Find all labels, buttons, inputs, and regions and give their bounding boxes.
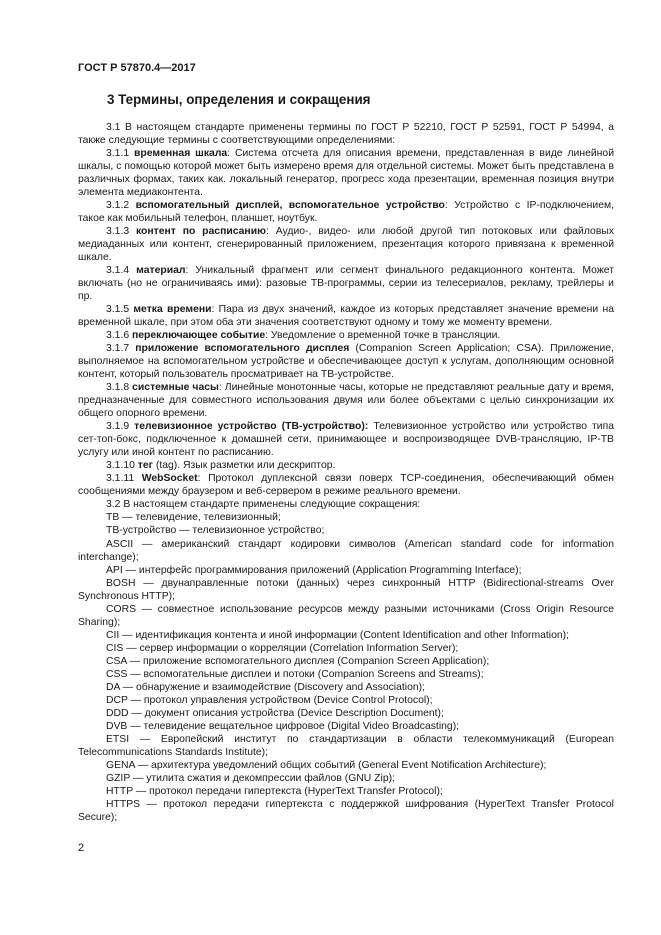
term-definition [78, 420, 614, 459]
body-paragraph [78, 511, 614, 524]
paragraph-text: BOSH — двунаправленные потоки (данных) через синхронный HTTP (Bidirectional-streams Over Synchronous HTTP); [78, 577, 614, 602]
paragraph-text: ETSI — Европейский институт по стандартизации в области телекоммуникаций (European Telecommunications Standards Institute); [78, 733, 614, 758]
body-paragraph [78, 720, 614, 733]
body-paragraph [78, 577, 614, 603]
document-body [78, 121, 614, 824]
paragraph-text: ТВ-устройство — телевизионное устройство; [106, 525, 325, 537]
paragraph-text: DA — обнаружение и взаимодействие (Discovery and Association); [106, 681, 425, 693]
paragraph-text: CSS — вспомогательные дисплеи и потоки (Companion Screens and Streams); [106, 668, 484, 680]
term-definition [78, 459, 614, 472]
paragraph-text: CSA — приложение вспомогательного дисплея (Companion Screen Application); [106, 655, 490, 667]
term: WebSocket [141, 473, 198, 485]
body-paragraph [78, 564, 614, 577]
body-paragraph [78, 524, 614, 537]
term: материал [136, 265, 186, 277]
clause-number: 3.1.11 [106, 473, 142, 485]
term-definition [78, 329, 614, 342]
term-definition [78, 342, 614, 381]
term: временная шкала [134, 148, 228, 160]
paragraph-text: DCP — протокол управления устройством (Device Control Protocol); [106, 694, 433, 706]
clause-number: 3.1.4 [106, 265, 137, 277]
body-paragraph [78, 694, 614, 707]
paragraph-text: HTTPS — протокол передачи гипертекста с поддержкой шифрования (HyperText Transfer Protocol Secure); [78, 798, 614, 823]
body-paragraph [78, 538, 614, 564]
term-definition [78, 147, 614, 199]
body-paragraph [78, 668, 614, 681]
paragraph-text: : Линейные монотонные часы, которые не представляют реальные дату и время, предназначенные для совместного использования двумя или более объектами с целью синхронизации их общего опорного времени. [78, 382, 614, 420]
document-header: ГОСТ Р 57870.4—2017 [78, 62, 196, 74]
term-definition [78, 303, 614, 329]
term: контент по расписанию [135, 226, 266, 238]
paragraph-text: : Аудио-, видео- или любой другой тип потоковых или файловых медиаданных или контент, сгенерированный приложением, презентация которого привязана к временной шкале. [78, 226, 614, 264]
body-paragraph [78, 772, 614, 785]
paragraph-text: Телевизионное устройство или устройство типа сет-топ-бокс, подключенное к домашней сети, принимающее и воспроизводящее DVB-трансляцию, IP-ТВ услугу или иной контент по расписанию. [78, 421, 614, 459]
clause-number: 3.1.5 [106, 304, 134, 316]
paragraph-text: CII — идентификация контента и иной информации (Content Identification and other Information); [106, 629, 570, 641]
paragraph-text: GZIP — утилита сжатия и декомпрессии файлов (GNU Zip); [106, 772, 395, 784]
body-paragraph [78, 759, 614, 772]
paragraph-text: ASCII — американский стандарт кодировки символов (American standard code for information interchange); [78, 538, 614, 563]
paragraph-text: : Устройство с IP-подключением, такое как мобильный телефон, планшет, ноутбук. [78, 200, 615, 225]
term: системные часы [132, 382, 219, 394]
body-paragraph [78, 498, 614, 511]
term: вспомогательный дисплей, вспомогательное устройство [135, 200, 445, 212]
clause-number: 3.1.8 [106, 382, 133, 394]
body-paragraph [78, 798, 614, 824]
paragraph-text: ТВ — телевидение, телевизионный; [106, 512, 281, 524]
term-definition [78, 381, 614, 420]
term: переключающее событие [132, 330, 266, 342]
body-paragraph [78, 707, 614, 720]
term: телевизионное устройство (ТВ-устройство): [134, 421, 369, 433]
paragraph-text: API — интерфейс программирования приложений (Application Programming Interface); [106, 564, 522, 576]
paragraph-text: : Протокол дуплексной связи поверх TCP-соединения, обеспечивающий обмен сообщениями между браузером и веб-сервером в режиме реального времени. [78, 473, 614, 498]
page-number: 2 [78, 842, 85, 854]
paragraph-text: : Пара из двух значений, каждое из которых представляет значение времени на временной шкале, при этом оба эти значения соответствуют одному и тому же моменту времени. [78, 304, 614, 329]
term-definition [78, 264, 614, 303]
paragraph-text: CORS — совместное использование ресурсов между разными источниками (Cross Origin Resource Sharing); [78, 603, 614, 628]
paragraph-text: (tag). Язык разметки или дескриптор. [152, 460, 336, 472]
clause-number: 3.1.6 [106, 330, 132, 342]
paragraph-text: DVB — телевидение вещательное цифровое (Digital Video Broadcasting); [106, 720, 460, 732]
body-paragraph [78, 681, 614, 694]
paragraph-text: HTTP — протокол передачи гипертекста (HyperText Transfer Protocol); [106, 785, 443, 797]
clause-number: 3.1.9 [106, 421, 135, 433]
paragraph-text: 3.1 В настоящем стандарте применены термины по ГОСТ Р 52210, ГОСТ Р 52591, ГОСТ Р 54994, а также следующие термины с соответствующими определениями: [78, 122, 614, 147]
term-definition [78, 199, 614, 225]
clause-number: 3.1.7 [106, 343, 136, 355]
paragraph-text: 3.2 В настоящем стандарте применены следующие сокращения: [106, 499, 421, 511]
term: приложение вспомогательного дисплея [135, 343, 350, 355]
body-paragraph [78, 733, 614, 759]
body-paragraph [78, 629, 614, 642]
paragraph-text: DDD — документ описания устройства (Device Description Document); [106, 707, 444, 719]
body-paragraph [78, 785, 614, 798]
clause-number: 3.1.1 [106, 148, 135, 160]
body-paragraph [78, 655, 614, 668]
paragraph-text: : Уведомление о временной точке в трансляции. [265, 330, 501, 342]
clause-number: 3.1.2 [106, 200, 136, 212]
clause-number: 3.1.10 [106, 460, 138, 472]
term: тег [137, 460, 153, 472]
paragraph-text: CIS — сервер информации о корреляции (Correlation Information Server); [106, 642, 459, 654]
body-paragraph [78, 642, 614, 655]
paragraph-text: : Система отсчета для описания времени, представленная в виде линейной шкалы, с помощью которой может быть измерено время для отдельной системы. Может быть представлена в различных формах, таких как. локальный генератор, прогресс хода презентации, временная позиция внутри элемента медиаконтента. [78, 148, 615, 199]
term-definition [78, 225, 614, 264]
clause-number: 3.1.3 [106, 226, 136, 238]
body-paragraph [78, 603, 614, 629]
paragraph-text: (Companion Screen Application; CSA). Приложение, выполняемое на вспомогательном устройстве и обеспечивающее доступ к услугам, дополняющим основной контент, который пользователь просматривает на ТВ-устройстве. [78, 343, 615, 381]
section-title: 3 Термины, определения и сокращения [107, 92, 371, 107]
body-paragraph [78, 121, 614, 147]
term-definition [78, 472, 614, 498]
paragraph-text: : Уникальный фрагмент или сегмент финального редакционного контента. Может включать (но не ограничиваясь ими): разовые ТВ-программы, серии из телесериалов, рекламу, трейлеры и пр. [78, 265, 614, 303]
paragraph-text: GENA — архитектура уведомлений общих событий (General Event Notification Architecture); [106, 759, 547, 771]
term: метка времени [133, 304, 212, 316]
